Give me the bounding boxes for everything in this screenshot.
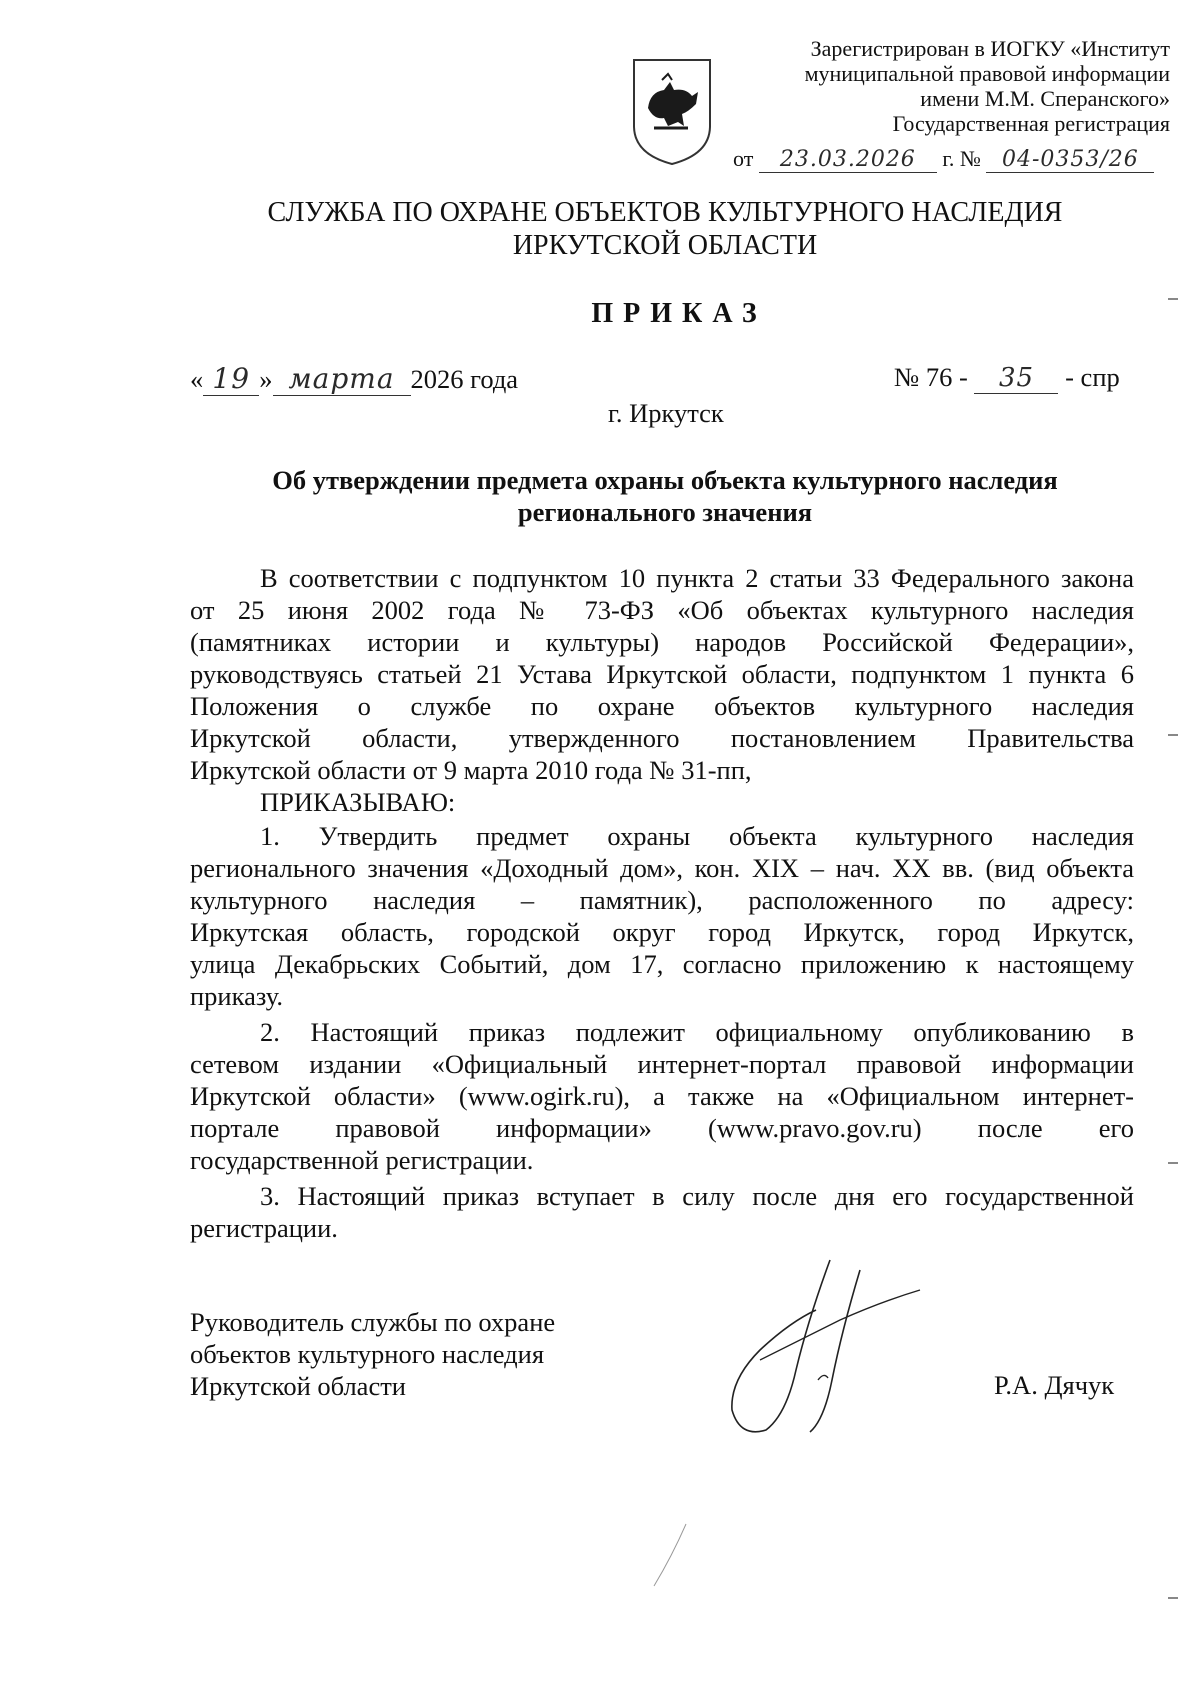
document-type: ПРИКАЗ xyxy=(591,298,767,329)
position-line-1: Руководитель службы по охране xyxy=(190,1307,556,1337)
body-line: руководствуясь статьей 21 Устава Иркутской области, подпунктом 1 пункта 6 xyxy=(190,659,1134,689)
order-number-prefix: № 76 - xyxy=(894,362,968,392)
body-line: (памятниках истории и культуры) народов Российской Федерации», xyxy=(190,627,1134,657)
body-line: портале правовой информации» (www.pravo.gov.ru) после его xyxy=(190,1113,1134,1143)
registration-from-label: от xyxy=(733,146,754,171)
body-line: В соответствии с подпунктом 10 пункта 2 статьи 33 Федерального закона xyxy=(260,563,1134,593)
order-city: г. Иркутск xyxy=(608,398,724,428)
date-quote-open: « xyxy=(190,364,204,394)
body-line: регистрации. xyxy=(190,1213,338,1243)
title-line-2: регионального значения xyxy=(517,497,813,527)
signatory-name: Р.А. Дячук xyxy=(994,1370,1115,1400)
organization-line-1: СЛУЖБА ПО ОХРАНЕ ОБЪЕКТОВ КУЛЬТУРНОГО НАСЛЕДИЯ xyxy=(267,197,1063,228)
registration-stamp xyxy=(700,36,1170,136)
body-line: Иркутской области» (www.ogirk.ru), а также на «Официальном интернет- xyxy=(190,1081,1134,1111)
order-month: марта xyxy=(273,362,411,396)
registration-line-2: муниципальной правовой информации xyxy=(804,61,1170,86)
registration-line-3: имени М.М. Сперанского» xyxy=(920,86,1170,111)
handwritten-signature xyxy=(720,1250,940,1440)
registration-number: 04-0353/26 xyxy=(986,147,1154,173)
body-line: улица Декабрьских Событий, дом 17, согласно приложению к настоящему xyxy=(190,949,1134,979)
body-line: Положения о службе по охране объектов культурного наследия xyxy=(190,691,1134,721)
order-year: 2026 года xyxy=(410,364,519,394)
body-line: от 25 июня 2002 года № 73-ФЗ «Об объектах культурного наследия xyxy=(190,595,1134,625)
body-line: государственной регистрации. xyxy=(190,1145,534,1175)
scan-mark xyxy=(1168,734,1178,736)
order-number-value: 35 xyxy=(974,363,1058,394)
body-line: сетевом издании «Официальный интернет-портал правовой информации xyxy=(190,1049,1134,1079)
body-line: Иркутская область, городской округ город Иркутск, город Иркутск, xyxy=(190,917,1134,947)
body-line: приказу. xyxy=(190,981,283,1011)
body-line: культурного наследия – памятник), расположенного по адресу: xyxy=(190,885,1134,915)
order-date xyxy=(190,362,518,398)
body-line: 2. Настоящий приказ подлежит официальному опубликованию в xyxy=(260,1017,1134,1047)
body-line: Иркутской области от 9 марта 2010 года № 31-пп, xyxy=(190,755,752,785)
body-line: 1. Утвердить предмет охраны объекта культурного наследия xyxy=(260,821,1134,851)
registration-date: 23.03.2026 xyxy=(759,147,937,173)
date-quote-close: » xyxy=(259,364,273,394)
body-line: Иркутской области, утвержденного постановлением Правительства xyxy=(190,723,1134,753)
registration-number-label: г. № xyxy=(942,146,981,171)
order-title xyxy=(0,464,1200,528)
position-line-2: объектов культурного наследия xyxy=(190,1339,545,1369)
body-line: 3. Настоящий приказ вступает в силу после дня его государственной xyxy=(260,1181,1134,1211)
scan-mark xyxy=(1168,1162,1178,1164)
order-day: 19 xyxy=(203,362,259,396)
signatory-position xyxy=(190,1306,555,1402)
title-line-1: Об утверждении предмета охраны объекта культурного наследия xyxy=(272,465,1058,495)
scan-mark xyxy=(1168,1597,1178,1599)
registration-line-4: Государственная регистрация xyxy=(892,111,1170,136)
order-directive: ПРИКАЗЫВАЮ: xyxy=(260,787,456,817)
registration-line-1: Зарегистрирован в ИОГКУ «Институт xyxy=(810,36,1170,61)
scan-stroke xyxy=(650,1520,690,1590)
scan-mark xyxy=(1168,298,1178,300)
order-number xyxy=(894,362,1120,398)
organization-name xyxy=(0,196,1200,262)
position-line-3: Иркутской области xyxy=(190,1371,406,1401)
body-line: регионального значения «Доходный дом», кон. XIX – нач. XX вв. (вид объекта xyxy=(190,853,1134,883)
registration-number-row xyxy=(733,146,1173,176)
order-number-suffix: - спр xyxy=(1065,362,1120,392)
organization-line-2: ИРКУТСКОЙ ОБЛАСТИ xyxy=(512,230,818,261)
